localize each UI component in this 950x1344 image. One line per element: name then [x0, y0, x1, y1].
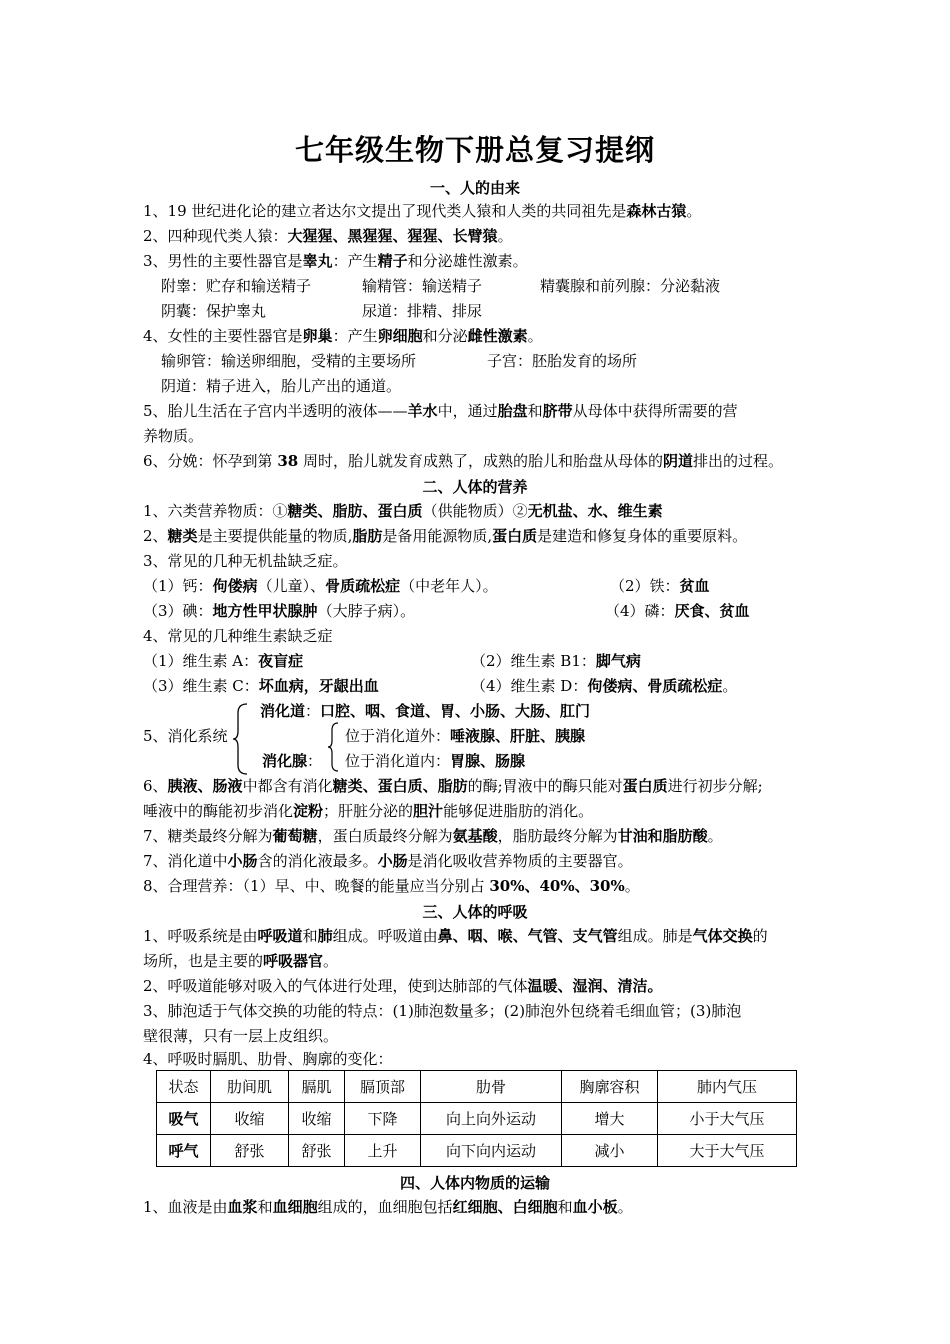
table-header-cell: 肺内气压 [658, 1071, 797, 1103]
section-heading: 二、人体的营养 [422, 478, 528, 496]
text-line: 1、血液是由血浆和血细胞组成的，血细胞包括红细胞、白细胞和血小板。 [143, 1198, 633, 1216]
table-header-cell: 膈肌 [289, 1071, 345, 1103]
text-line: 4、女性的主要性器官是卵巢：产生卵细胞和分泌雌性激素。 [143, 327, 543, 345]
table-header-cell: 膈顶部 [345, 1071, 421, 1103]
brace-icon [232, 703, 248, 775]
text-line: 阴囊：保护睾丸 [161, 302, 267, 320]
text-line: （3）维生素 C：坏血病，牙龈出血 [143, 677, 379, 695]
gland-inside-line: 位于消化道内：胃腺、肠腺 [345, 752, 526, 770]
table-cell: 减小 [562, 1135, 658, 1167]
text-line: （3）碘：地方性甲状腺肿（大脖子病）。 [143, 602, 416, 620]
breathing-changes-table [156, 1070, 797, 1167]
text-line: 1、六类营养物质：①糖类、脂肪、蛋白质（供能物质）②无机盐、水、维生素 [143, 502, 663, 520]
section-heading: 三、人体的呼吸 [422, 903, 528, 921]
table-row [157, 1103, 797, 1135]
table-header-cell: 胸廓容积 [562, 1071, 658, 1103]
section-heading: 四、人体内物质的运输 [399, 1174, 550, 1192]
table-header-cell: 肋间肌 [211, 1071, 289, 1103]
text-line: 7、糖类最终分解为葡萄糖，蛋白质最终分解为氨基酸，脂肪最终分解为甘油和脂肪酸。 [143, 827, 723, 845]
brace-icon [327, 722, 339, 772]
table-cell: 向上向外运动 [421, 1103, 562, 1135]
text-line: （4）磷：厌食、贫血 [605, 602, 750, 620]
section-heading: 一、人的由来 [429, 179, 520, 197]
table-cell: 舒张 [289, 1135, 345, 1167]
text-line: 6、胰液、肠液中都含有消化糖类、蛋白质、脂肪的酶;胃液中的酶只能对蛋白质进行初步分解; [143, 777, 763, 795]
table-row [157, 1135, 797, 1167]
table-cell: 上升 [345, 1135, 421, 1167]
gland-outside-line: 位于消化道外：唾液腺、肝脏、胰腺 [345, 727, 586, 745]
table-cell: 向下向内运动 [421, 1135, 562, 1167]
text-line: （4）维生素 D：佝偻病、骨质疏松症。 [471, 677, 738, 695]
text-line: 3、肺泡适于气体交换的功能的特点：(1)肺泡数量多；(2)肺泡外包绕着毛细血管；(3)肺泡 [143, 1002, 742, 1020]
text-line: 壁很薄，只有一层上皮组织。 [143, 1027, 339, 1045]
digestive-system-label: 5、消化系统 [143, 727, 228, 745]
text-line: 2、呼吸道能够对吸入的气体进行处理，使到达肺部的气体温暖、湿润、清洁。 [143, 977, 663, 995]
text-line: 4、呼吸时膈肌、肋骨、胸廓的变化： [143, 1050, 393, 1068]
table-cell: 收缩 [211, 1103, 289, 1135]
text-line: 子宫：胚胎发育的场所 [487, 352, 638, 370]
text-line: 3、男性的主要性器官是睾丸：产生精子和分泌雄性激素。 [143, 252, 528, 270]
text-line: （1）钙：佝偻病（儿童）、骨质疏松症（中老年人）。 [143, 577, 498, 595]
text-line: 8、合理营养：（1）早、中、晚餐的能量应当分别占 30%、40%、30%。 [143, 877, 640, 895]
table-header-cell: 肋骨 [421, 1071, 562, 1103]
table-cell: 舒张 [211, 1135, 289, 1167]
text-line: 6、分娩：怀孕到第 38 周时，胎儿就发育成熟了，成熟的胎儿和胎盘从母体的阴道排出的过程。 [143, 452, 783, 470]
text-line: 附睾：贮存和输送精子 [161, 277, 312, 295]
text-line: （2）维生素 B1：脚气病 [471, 652, 641, 670]
text-line: 5、胎儿生活在子宫内半透明的液体——羊水中，通过胎盘和脐带从母体中获得所需要的营 [143, 402, 738, 420]
text-line: 场所，也是主要的呼吸器官。 [143, 952, 339, 970]
text-line: 尿道：排精、排尿 [362, 302, 483, 320]
digestive-tract-line: 消化道：口腔、咽、食道、胃、小肠、大肠、肛门 [260, 702, 591, 720]
text-line: 唾液中的酶能初步消化淀粉；肝脏分泌的胆汁能够促进脂肪的消化。 [143, 802, 594, 820]
table-cell: 小于大气压 [658, 1103, 797, 1135]
table-cell: 收缩 [289, 1103, 345, 1135]
table-cell: 增大 [562, 1103, 658, 1135]
text-line: （2）铁：贫血 [610, 577, 710, 595]
text-line: 养物质。 [143, 427, 204, 445]
document-title: 七年级生物下册总复习提纲 [294, 133, 655, 167]
text-line: 阴道：精子进入，胎儿产出的通道。 [161, 377, 402, 395]
text-line: 3、常见的几种无机盐缺乏症。 [143, 552, 348, 570]
table-cell: 大于大气压 [658, 1135, 797, 1167]
text-line: 1、19 世纪进化论的建立者达尔文提出了现代类人猿和人类的共同祖先是森林古猿。 [143, 202, 702, 220]
text-line: 4、常见的几种维生素缺乏症 [143, 627, 333, 645]
text-line: 输精管：输送精子 [362, 277, 483, 295]
table-header-cell: 状态 [157, 1071, 211, 1103]
text-line: 2、糖类是主要提供能量的物质,脂肪是备用能源物质,蛋白质是建造和修复身体的重要原料。 [143, 527, 748, 545]
table-header-row [157, 1071, 797, 1103]
text-line: 输卵管：输送卵细胞，受精的主要场所 [161, 352, 417, 370]
text-line: 精囊腺和前列腺：分泌黏液 [540, 277, 721, 295]
table-cell: 呼气 [157, 1135, 211, 1167]
digestive-gland-label: 消化腺： [262, 752, 323, 770]
text-line: （1）维生素 A：夜盲症 [143, 652, 304, 670]
table-cell: 吸气 [157, 1103, 211, 1135]
text-line: 2、四种现代类人猿：大猩猩、黑猩猩、猩猩、长臂猿。 [143, 227, 513, 245]
text-line: 1、呼吸系统是由呼吸道和肺组成。呼吸道由鼻、咽、喉、气管、支气管组成。肺是气体交换的 [143, 927, 768, 945]
text-line: 7、消化道中小肠含的消化液最多。小肠是消化吸收营养物质的主要器官。 [143, 852, 633, 870]
table-cell: 下降 [345, 1103, 421, 1135]
